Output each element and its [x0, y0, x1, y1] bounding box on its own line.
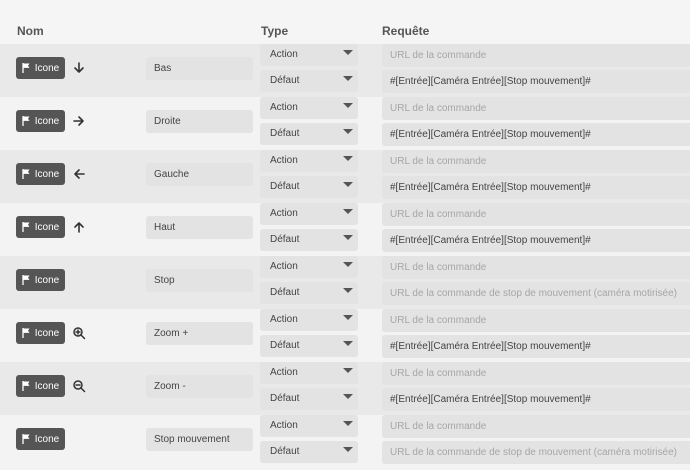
type-select-action[interactable] — [260, 97, 358, 119]
request-url-input[interactable]: URL de la commande — [382, 362, 690, 385]
type-select-value: Défaut — [270, 287, 300, 298]
request-url-input[interactable]: URL de la commande — [382, 309, 690, 332]
arrow-left-icon — [72, 167, 86, 181]
type-select-value: Défaut — [270, 340, 300, 351]
flag-icon — [22, 328, 31, 338]
type-select-default[interactable] — [260, 335, 358, 357]
icon-picker-button[interactable] — [16, 163, 65, 185]
command-row — [0, 44, 690, 97]
table-header — [0, 0, 690, 44]
command-name-input[interactable]: Bas — [146, 57, 253, 80]
header-requete: Requête — [382, 24, 430, 38]
flag-icon — [22, 381, 31, 391]
request-stop-input[interactable]: #[Entrée][Caméra Entrée][Stop mouvement]# — [382, 388, 690, 411]
type-select-value: Action — [270, 208, 298, 219]
type-select-value: Défaut — [270, 446, 300, 457]
icon-picker-button[interactable] — [16, 269, 65, 291]
type-select-default[interactable] — [260, 388, 358, 410]
command-name-input[interactable]: Zoom + — [146, 322, 253, 345]
icon-picker-label: Icone — [34, 274, 60, 286]
request-stop-input[interactable]: #[Entrée][Caméra Entrée][Stop mouvement]# — [382, 176, 690, 199]
zoom-in-icon — [72, 326, 86, 340]
type-select-action[interactable] — [260, 256, 358, 278]
icon-picker-label: Icone — [34, 168, 60, 180]
type-select-action[interactable] — [260, 203, 358, 225]
type-select-value: Défaut — [270, 75, 300, 86]
type-select-value: Action — [270, 102, 298, 113]
type-select-action[interactable] — [260, 309, 358, 331]
command-row — [0, 415, 690, 468]
type-select-value: Défaut — [270, 393, 300, 404]
type-select-default[interactable] — [260, 441, 358, 463]
icon-picker-button[interactable] — [16, 322, 65, 344]
command-row — [0, 97, 690, 150]
arrow-down-icon — [72, 61, 86, 75]
icon-picker-label: Icone — [34, 115, 60, 127]
caret-down-icon — [343, 209, 353, 214]
request-stop-input[interactable]: #[Entrée][Caméra Entrée][Stop mouvement]# — [382, 335, 690, 358]
command-name-input[interactable]: Stop mouvement — [146, 428, 253, 451]
request-stop-input[interactable]: URL de la commande de stop de mouvement (caméra motirisée) — [382, 441, 690, 464]
header-type: Type — [261, 24, 289, 38]
command-name-input[interactable]: Stop — [146, 269, 253, 292]
type-select-action[interactable] — [260, 44, 358, 66]
caret-down-icon — [343, 315, 353, 320]
icon-picker-button[interactable] — [16, 216, 65, 238]
command-name-input[interactable]: Zoom - — [146, 375, 253, 398]
command-name-input[interactable]: Droite — [146, 110, 253, 133]
caret-down-icon — [343, 368, 353, 373]
command-row — [0, 203, 690, 256]
type-select-value: Action — [270, 367, 298, 378]
icon-picker-label: Icone — [34, 62, 60, 74]
commands-list — [0, 44, 690, 468]
request-stop-input[interactable]: #[Entrée][Caméra Entrée][Stop mouvement]# — [382, 229, 690, 252]
caret-down-icon — [343, 394, 353, 399]
type-select-default[interactable] — [260, 70, 358, 92]
caret-down-icon — [343, 156, 353, 161]
flag-icon — [22, 222, 31, 232]
caret-down-icon — [343, 421, 353, 426]
type-select-value: Action — [270, 420, 298, 431]
caret-down-icon — [343, 341, 353, 346]
type-select-value: Défaut — [270, 128, 300, 139]
icon-picker-button[interactable] — [16, 110, 65, 132]
caret-down-icon — [343, 182, 353, 187]
type-select-default[interactable] — [260, 229, 358, 251]
command-row — [0, 150, 690, 203]
command-row — [0, 362, 690, 415]
request-stop-input[interactable]: URL de la commande de stop de mouvement (caméra motirisée) — [382, 282, 690, 305]
request-url-input[interactable]: URL de la commande — [382, 256, 690, 279]
icon-picker-label: Icone — [34, 433, 60, 445]
caret-down-icon — [343, 262, 353, 267]
flag-icon — [22, 434, 31, 444]
zoom-out-icon — [72, 379, 86, 393]
request-stop-input[interactable]: #[Entrée][Caméra Entrée][Stop mouvement]# — [382, 123, 690, 146]
icon-picker-label: Icone — [34, 380, 60, 392]
command-name-input[interactable]: Haut — [146, 216, 253, 239]
type-select-action[interactable] — [260, 150, 358, 172]
icon-picker-label: Icone — [34, 221, 60, 233]
caret-down-icon — [343, 76, 353, 81]
caret-down-icon — [343, 50, 353, 55]
arrow-right-icon — [72, 114, 86, 128]
type-select-value: Défaut — [270, 234, 300, 245]
type-select-default[interactable] — [260, 123, 358, 145]
flag-icon — [22, 275, 31, 285]
request-url-input[interactable]: URL de la commande — [382, 203, 690, 226]
type-select-value: Défaut — [270, 181, 300, 192]
icon-picker-button[interactable] — [16, 57, 65, 79]
caret-down-icon — [343, 103, 353, 108]
type-select-action[interactable] — [260, 362, 358, 384]
command-name-input[interactable]: Gauche — [146, 163, 253, 186]
caret-down-icon — [343, 235, 353, 240]
command-row — [0, 256, 690, 309]
caret-down-icon — [343, 129, 353, 134]
type-select-value: Action — [270, 155, 298, 166]
type-select-value: Action — [270, 314, 298, 325]
icon-picker-label: Icone — [34, 327, 60, 339]
arrow-up-icon — [72, 220, 86, 234]
type-select-action[interactable] — [260, 415, 358, 437]
caret-down-icon — [343, 288, 353, 293]
flag-icon — [22, 116, 31, 126]
flag-icon — [22, 63, 31, 73]
command-row — [0, 309, 690, 362]
type-select-default[interactable] — [260, 176, 358, 198]
caret-down-icon — [343, 447, 353, 452]
type-select-value: Action — [270, 261, 298, 272]
icon-picker-button[interactable] — [16, 428, 65, 450]
request-url-input[interactable]: URL de la commande — [382, 44, 690, 67]
header-nom: Nom — [17, 24, 44, 38]
icon-picker-button[interactable] — [16, 375, 65, 397]
request-url-input[interactable]: URL de la commande — [382, 97, 690, 120]
request-stop-input[interactable]: #[Entrée][Caméra Entrée][Stop mouvement]# — [382, 70, 690, 93]
request-url-input[interactable]: URL de la commande — [382, 150, 690, 173]
flag-icon — [22, 169, 31, 179]
type-select-value: Action — [270, 49, 298, 60]
request-url-input[interactable]: URL de la commande — [382, 415, 690, 438]
type-select-default[interactable] — [260, 282, 358, 304]
